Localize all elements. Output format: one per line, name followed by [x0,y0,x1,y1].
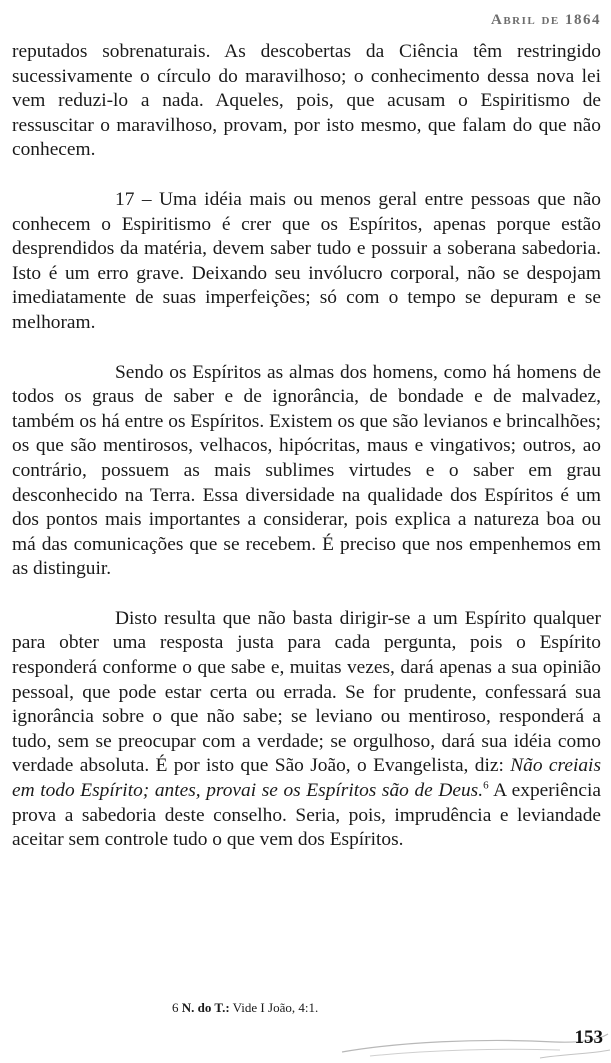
paragraph-1: reputados sobrenaturais. As descobertas da Ciência têm restringido sucessivamente o círculo do maravilhoso; o conhecimento dessa nova lei vem reduzi-lo a nada. Aqueles, pois, que acusam o Espiritismo de ressuscitar o maravilhoso, provam, por isto mesmo, que falam do que não conhecem. [12,41,601,161]
paragraph-2: 17 – Uma idéia mais ou menos geral entre pessoas que não conhecem o Espiritismo é crer que os Espíritos, apenas porque estão desprendidos da matéria, devem saber tudo e possuir a soberana sabedoria. Isto é um erro grave. Deixando seu invólucro corporal, não se despojam imediatamente de suas imperfeições; só com o tempo se depuram e se melhoram. [12,188,601,333]
footnote-label: N. do T.: [181,1000,230,1015]
paragraph-4 [12,607,601,853]
footnote-number: 6 [172,1000,179,1015]
paragraph-4-quote: Não creiais em todo Espírito; antes, provai se os Espíritos são de Deus. [12,755,601,802]
page-ornament-swash [340,1020,611,1063]
body-text [12,40,601,853]
footnote-text: Vide I João, 4:1. [229,1000,319,1015]
paragraph-3: Sendo os Espíritos as almas dos homens, como há homens de todos os graus de saber e de ignorância, de bondade e de malvadez, também os há entre os Espíritos. Existem os que são levianos e brincalhões; os que são mentirosos, velhacos, hipócritas, maus e vingativos; outros, ao contrário, possuem as mais sublimes virtudes e o saber em grau desconhecido na Terra. Essa diversidade na qualidade dos Espíritos é um dos pontos mais importantes a considerar, pois explica a natureza boa ou má das comunicações que se recebem. É preciso que nos empenhemos em as distinguir. [12,361,601,580]
footnote [172,1000,318,1016]
footnote-reference[interactable]: 6 [483,779,489,792]
paragraph-4-text-after: A experiência prova a sabedoria deste conselho. Seria, pois, imprudência e leviandade aceitar sem controle tudo o que vem dos Espíritos. [12,780,601,851]
page-number: 153 [574,1027,603,1048]
running-header: Abril de 1864 [490,12,601,28]
paragraph-4-text-before: Disto resulta que não basta dirigir-se a um Espírito qualquer para obter uma resposta justa para cada pergunta, pois o Espírito responderá conforme o que sabe e, muitas vezes, dará apenas a sua opinião pessoal, que pode estar certa ou errada. Se for prudente, confessará sua ignorância sobre o que não sabe; se leviano ou mentiroso, responderá a tudo, sem se preocupar com a verdade; se orgulhoso, dará sua idéia como verdade absoluta. É por isto que São João, o Evangelista, diz: [12,607,601,777]
